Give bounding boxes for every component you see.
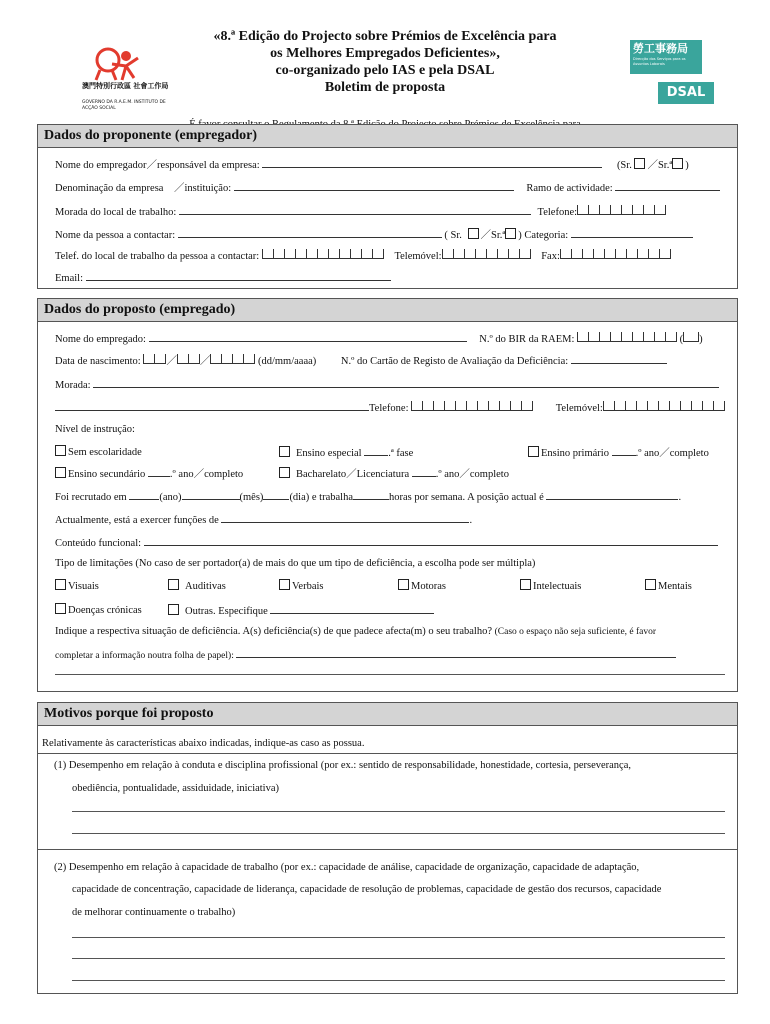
- education-label: Nível de instrução:: [55, 424, 135, 435]
- category-field[interactable]: [571, 227, 693, 238]
- limit-hearing-label: Auditivas: [185, 581, 226, 592]
- employer-sr-checkbox[interactable]: [634, 158, 645, 169]
- work-address-field[interactable]: [179, 204, 531, 215]
- activity-field[interactable]: [615, 180, 720, 191]
- motive-2-line-c: de melhorar continuamente o trabalho): [72, 907, 236, 918]
- edu-bachelor-field[interactable]: [412, 466, 436, 477]
- limit-other-label: Outras. Especifique: [185, 606, 268, 617]
- employer-heading: Dados do proponente (empregador): [38, 125, 737, 148]
- fax-boxes[interactable]: [560, 249, 671, 263]
- employer-sra-checkbox[interactable]: [672, 158, 683, 169]
- edu-bachelor-label: Bacharelato／Licenciatura: [296, 469, 410, 480]
- limit-mental-option[interactable]: [645, 579, 692, 593]
- function-field[interactable]: [221, 512, 469, 523]
- email-label: Email:: [55, 273, 83, 284]
- limit-chronic-option[interactable]: [55, 603, 142, 617]
- edu-secondary-field[interactable]: [148, 466, 170, 477]
- contact-mobile-boxes[interactable]: [442, 249, 531, 263]
- recruit-year-field[interactable]: [129, 489, 159, 500]
- form-title: [170, 28, 600, 96]
- company-field[interactable]: [234, 180, 514, 191]
- function-row: [55, 512, 472, 527]
- motive-2-line-b: capacidade de concentração, capacidade de liderança, capacidade de resolução de problemas, capacidade de gestão dos recursos, capacidade: [72, 884, 662, 895]
- motive-2-answer-line-2[interactable]: [72, 958, 725, 959]
- limit-intellectual-label: Intelectuais: [533, 581, 582, 592]
- recruit-label-d: (dia) e trabalha: [289, 492, 353, 503]
- dob-month-boxes[interactable]: [177, 354, 200, 368]
- contact-title-sra: ／Sr.ª: [480, 230, 506, 241]
- employer-section: [37, 124, 738, 289]
- card-field[interactable]: [571, 353, 667, 364]
- limit-mental-checkbox[interactable]: [645, 579, 656, 590]
- dsal-logo-subtext: Direcção dos Serviços para os Assuntos Laborais: [633, 57, 686, 66]
- employee-section: [37, 298, 738, 692]
- edu-special-label: Ensino especial: [296, 448, 362, 459]
- dob-format: (dd/mm/aaaa): [257, 356, 317, 367]
- recruit-label-c: (mês): [239, 492, 264, 503]
- limit-intellectual-checkbox[interactable]: [520, 579, 531, 590]
- motives-divider-2: [38, 849, 737, 850]
- edu-bachelor-checkbox[interactable]: [279, 467, 290, 478]
- company-row: [55, 180, 720, 195]
- edu-secondary-suffix: .º ano／completo: [169, 469, 244, 480]
- situation-field[interactable]: [236, 647, 676, 658]
- edu-primary-suffix: .º ano／completo: [635, 448, 709, 459]
- employee-mobile-boxes[interactable]: [603, 401, 725, 415]
- edu-primary-option[interactable]: [528, 445, 709, 460]
- dob-day-boxes[interactable]: [143, 354, 166, 368]
- employee-mobile-label: Telemóvel:: [555, 403, 603, 414]
- bir-check-box[interactable]: [683, 332, 699, 346]
- company-label: Denominação da empresa ／instituição:: [55, 183, 232, 194]
- motives-intro: Relativamente às características abaixo indicadas, indique-as caso as possua.: [42, 738, 365, 749]
- limit-chronic-label: Doenças crónicas: [68, 605, 142, 616]
- edu-none-option[interactable]: [55, 445, 142, 459]
- limit-verbal-option[interactable]: [279, 579, 324, 593]
- contact-sra-checkbox[interactable]: [505, 228, 516, 239]
- function-label: Actualmente, está a exercer funções de: [55, 515, 219, 526]
- activity-label: Ramo de actividade:: [526, 183, 613, 194]
- situation-label-c: completar a informação noutra folha de papel):: [55, 651, 234, 661]
- bir-boxes[interactable]: [577, 332, 677, 346]
- dsal-logo-band: [630, 40, 702, 74]
- work-phone-label: Telefone:: [537, 207, 578, 218]
- ias-logo: [82, 36, 174, 118]
- recruit-day-field[interactable]: [263, 489, 289, 500]
- edu-secondary-checkbox[interactable]: [55, 467, 66, 478]
- employee-address-row: [55, 377, 719, 392]
- limit-motor-option[interactable]: [398, 579, 446, 593]
- title-line-4: Boletim de proposta: [324, 80, 446, 95]
- contact-field[interactable]: [178, 227, 442, 238]
- edu-primary-label: Ensino primário: [541, 448, 609, 459]
- situation-label-a: Indique a respectiva situação de deficiência. A(s) deficiência(s) de que padece afecta(m) o seu trabalho?: [55, 626, 492, 637]
- contact-label: Nome da pessoa a contactar:: [55, 230, 176, 241]
- employee-phone-row: [55, 400, 725, 415]
- employer-name-label: Nome do empregador／responsável da empresa:: [55, 160, 260, 171]
- edu-secondary-label: Ensino secundário: [68, 469, 146, 480]
- limit-motor-checkbox[interactable]: [398, 579, 409, 590]
- situation-row: [55, 625, 656, 639]
- bir-label: N.º do BIR da RAEM:: [479, 334, 575, 345]
- contact-phone-boxes[interactable]: [262, 249, 384, 263]
- function-end: .: [469, 515, 473, 526]
- dsal-logo-abbr: DSAL: [658, 82, 714, 104]
- limit-other-field[interactable]: [270, 603, 434, 614]
- edu-none-label: Sem escolaridade: [68, 447, 142, 458]
- employee-address-field-2[interactable]: [55, 400, 369, 411]
- recruit-month-field[interactable]: [182, 489, 240, 500]
- dob-row: Data de nascimento: ／ ／ (dd/mm/aaaa) N.º do Cartão de Registo de Avaliação da Deficiência:: [55, 353, 667, 368]
- situation-row-2: [55, 647, 676, 663]
- work-address-label: Morada do local de trabalho:: [55, 207, 177, 218]
- employer-name-field[interactable]: [262, 157, 602, 168]
- motive-2-answer-line-3[interactable]: [72, 980, 725, 981]
- edu-special-option[interactable]: [279, 445, 413, 460]
- edu-primary-checkbox[interactable]: [528, 446, 539, 457]
- limit-hearing-checkbox[interactable]: [168, 579, 179, 590]
- limit-verbal-label: Verbais: [292, 581, 324, 592]
- email-row: [55, 270, 391, 285]
- title-line-3: co-organizado pelo IAS e pela DSAL: [275, 63, 495, 78]
- contact-mobile-label: Telemóvel:: [394, 251, 442, 262]
- limit-other-checkbox[interactable]: [168, 604, 179, 615]
- motives-section: [37, 702, 738, 994]
- motive-1-line-b: obediência, pontualidade, assiduidade, iniciativa): [72, 783, 280, 794]
- fax-label: Fax:: [541, 251, 560, 262]
- motives-heading: Motivos porque foi proposto: [38, 703, 737, 726]
- contact-row: [55, 227, 693, 242]
- email-field[interactable]: [86, 270, 391, 281]
- title-line-2: os Melhores Empregados Deficientes»,: [270, 46, 500, 61]
- employee-name-label: Nome do empregado:: [55, 334, 146, 345]
- recruit-row: [55, 489, 681, 504]
- dsal-logo: [622, 34, 722, 122]
- employer-title-sra: ／Sr.ª: [647, 160, 673, 171]
- category-label: ) Categoria:: [518, 230, 569, 241]
- limit-motor-label: Motoras: [411, 581, 446, 592]
- employer-name-row: [55, 157, 689, 172]
- recruit-label-e: horas por semana. A posição actual é: [388, 492, 544, 503]
- dob-label: Data de nascimento:: [55, 356, 141, 367]
- edu-special-suffix: .ª fase: [388, 448, 414, 459]
- recruit-label-f: .: [678, 492, 682, 503]
- form-header: [0, 22, 770, 122]
- employee-address-field[interactable]: [93, 377, 719, 388]
- card-label: N.º do Cartão de Registo de Avaliação da Deficiência:: [340, 356, 569, 367]
- motive-1-answer-line-2[interactable]: [72, 833, 725, 834]
- work-phone-boxes[interactable]: [577, 205, 666, 219]
- contact-phone-row: [55, 249, 671, 263]
- situation-field-2[interactable]: [55, 674, 725, 675]
- limit-verbal-checkbox[interactable]: [279, 579, 290, 590]
- edu-bachelor-option[interactable]: [279, 466, 509, 481]
- limits-label: Tipo de limitações (No caso de ser portador(a) de mais do que um tipo de deficiência, a escolha pode ser múltipla): [55, 558, 536, 569]
- content-label: Conteúdo funcional:: [55, 538, 142, 549]
- employer-title-sr: (Sr.: [616, 160, 632, 171]
- dob-year-boxes[interactable]: [210, 354, 255, 368]
- edu-none-checkbox[interactable]: [55, 445, 66, 456]
- ias-logo-text: 澳門特別行政區 社會工作局: [82, 82, 169, 90]
- edu-special-field[interactable]: [364, 445, 388, 456]
- employee-address-label: Morada:: [55, 380, 91, 391]
- motive-2-line-a: (2) Desempenho em relação à capacidade de trabalho (por ex.: capacidade de análise, capacidade de organização, capacidade de adaptação,: [54, 862, 640, 873]
- employee-phone-boxes[interactable]: [411, 401, 533, 415]
- contact-title-sr: ( Sr.: [444, 230, 462, 241]
- dsal-logo-text: 勞工事務局: [633, 42, 688, 55]
- limit-visual-label: Visuais: [68, 581, 99, 592]
- motive-2-answer-line-1[interactable]: [72, 937, 725, 938]
- content-row: [55, 535, 718, 550]
- limit-hearing-option[interactable]: [168, 579, 226, 593]
- employee-phone-label: Telefone:: [369, 403, 409, 414]
- employee-name-field[interactable]: [149, 331, 467, 342]
- hours-field[interactable]: [353, 489, 389, 500]
- motives-divider-1: [38, 753, 737, 754]
- title-line-1: «8.ª Edição do Projecto sobre Prémios de Excelência para: [213, 29, 557, 44]
- bir-open: (: [679, 334, 684, 345]
- situation-label-b: (Caso o espaço não seja suficiente, é favor: [494, 627, 657, 637]
- work-address-row: [55, 204, 666, 219]
- limit-chronic-checkbox[interactable]: [55, 603, 66, 614]
- limit-intellectual-option[interactable]: [520, 579, 581, 593]
- employee-heading: Dados do proposto (empregado): [38, 299, 737, 322]
- edu-primary-field[interactable]: [612, 445, 636, 456]
- limit-visual-option[interactable]: [55, 579, 99, 593]
- position-field[interactable]: [546, 489, 678, 500]
- limit-other-option[interactable]: [168, 603, 434, 618]
- employer-title-close: ): [685, 160, 689, 171]
- edu-secondary-option[interactable]: [55, 466, 243, 481]
- contact-phone-label: Telef. do local de trabalho da pessoa a contactar:: [55, 251, 260, 262]
- motive-1-answer-line-1[interactable]: [72, 811, 725, 812]
- recruit-label-b: (ano): [159, 492, 182, 503]
- contact-sr-checkbox[interactable]: [468, 228, 479, 239]
- edu-bachelor-suffix: .º ano／completo: [435, 469, 509, 480]
- limit-mental-label: Mentais: [658, 581, 692, 592]
- bir-close: ): [699, 334, 703, 345]
- content-field[interactable]: [144, 535, 718, 546]
- recruit-label-a: Foi recrutado em: [55, 492, 127, 503]
- motive-1-line-a: (1) Desempenho em relação à conduta e disciplina profissional (por ex.: sentido de responsabilidade, honestidade, cortesia, perseverança,: [54, 760, 631, 771]
- employee-name-row: [55, 331, 703, 346]
- limit-visual-checkbox[interactable]: [55, 579, 66, 590]
- ias-logo-subtext: GOVERNO DA R.A.E.M. INSTITUTO DE ACÇÃO SOCIAL: [82, 100, 166, 111]
- edu-special-checkbox[interactable]: [279, 446, 290, 457]
